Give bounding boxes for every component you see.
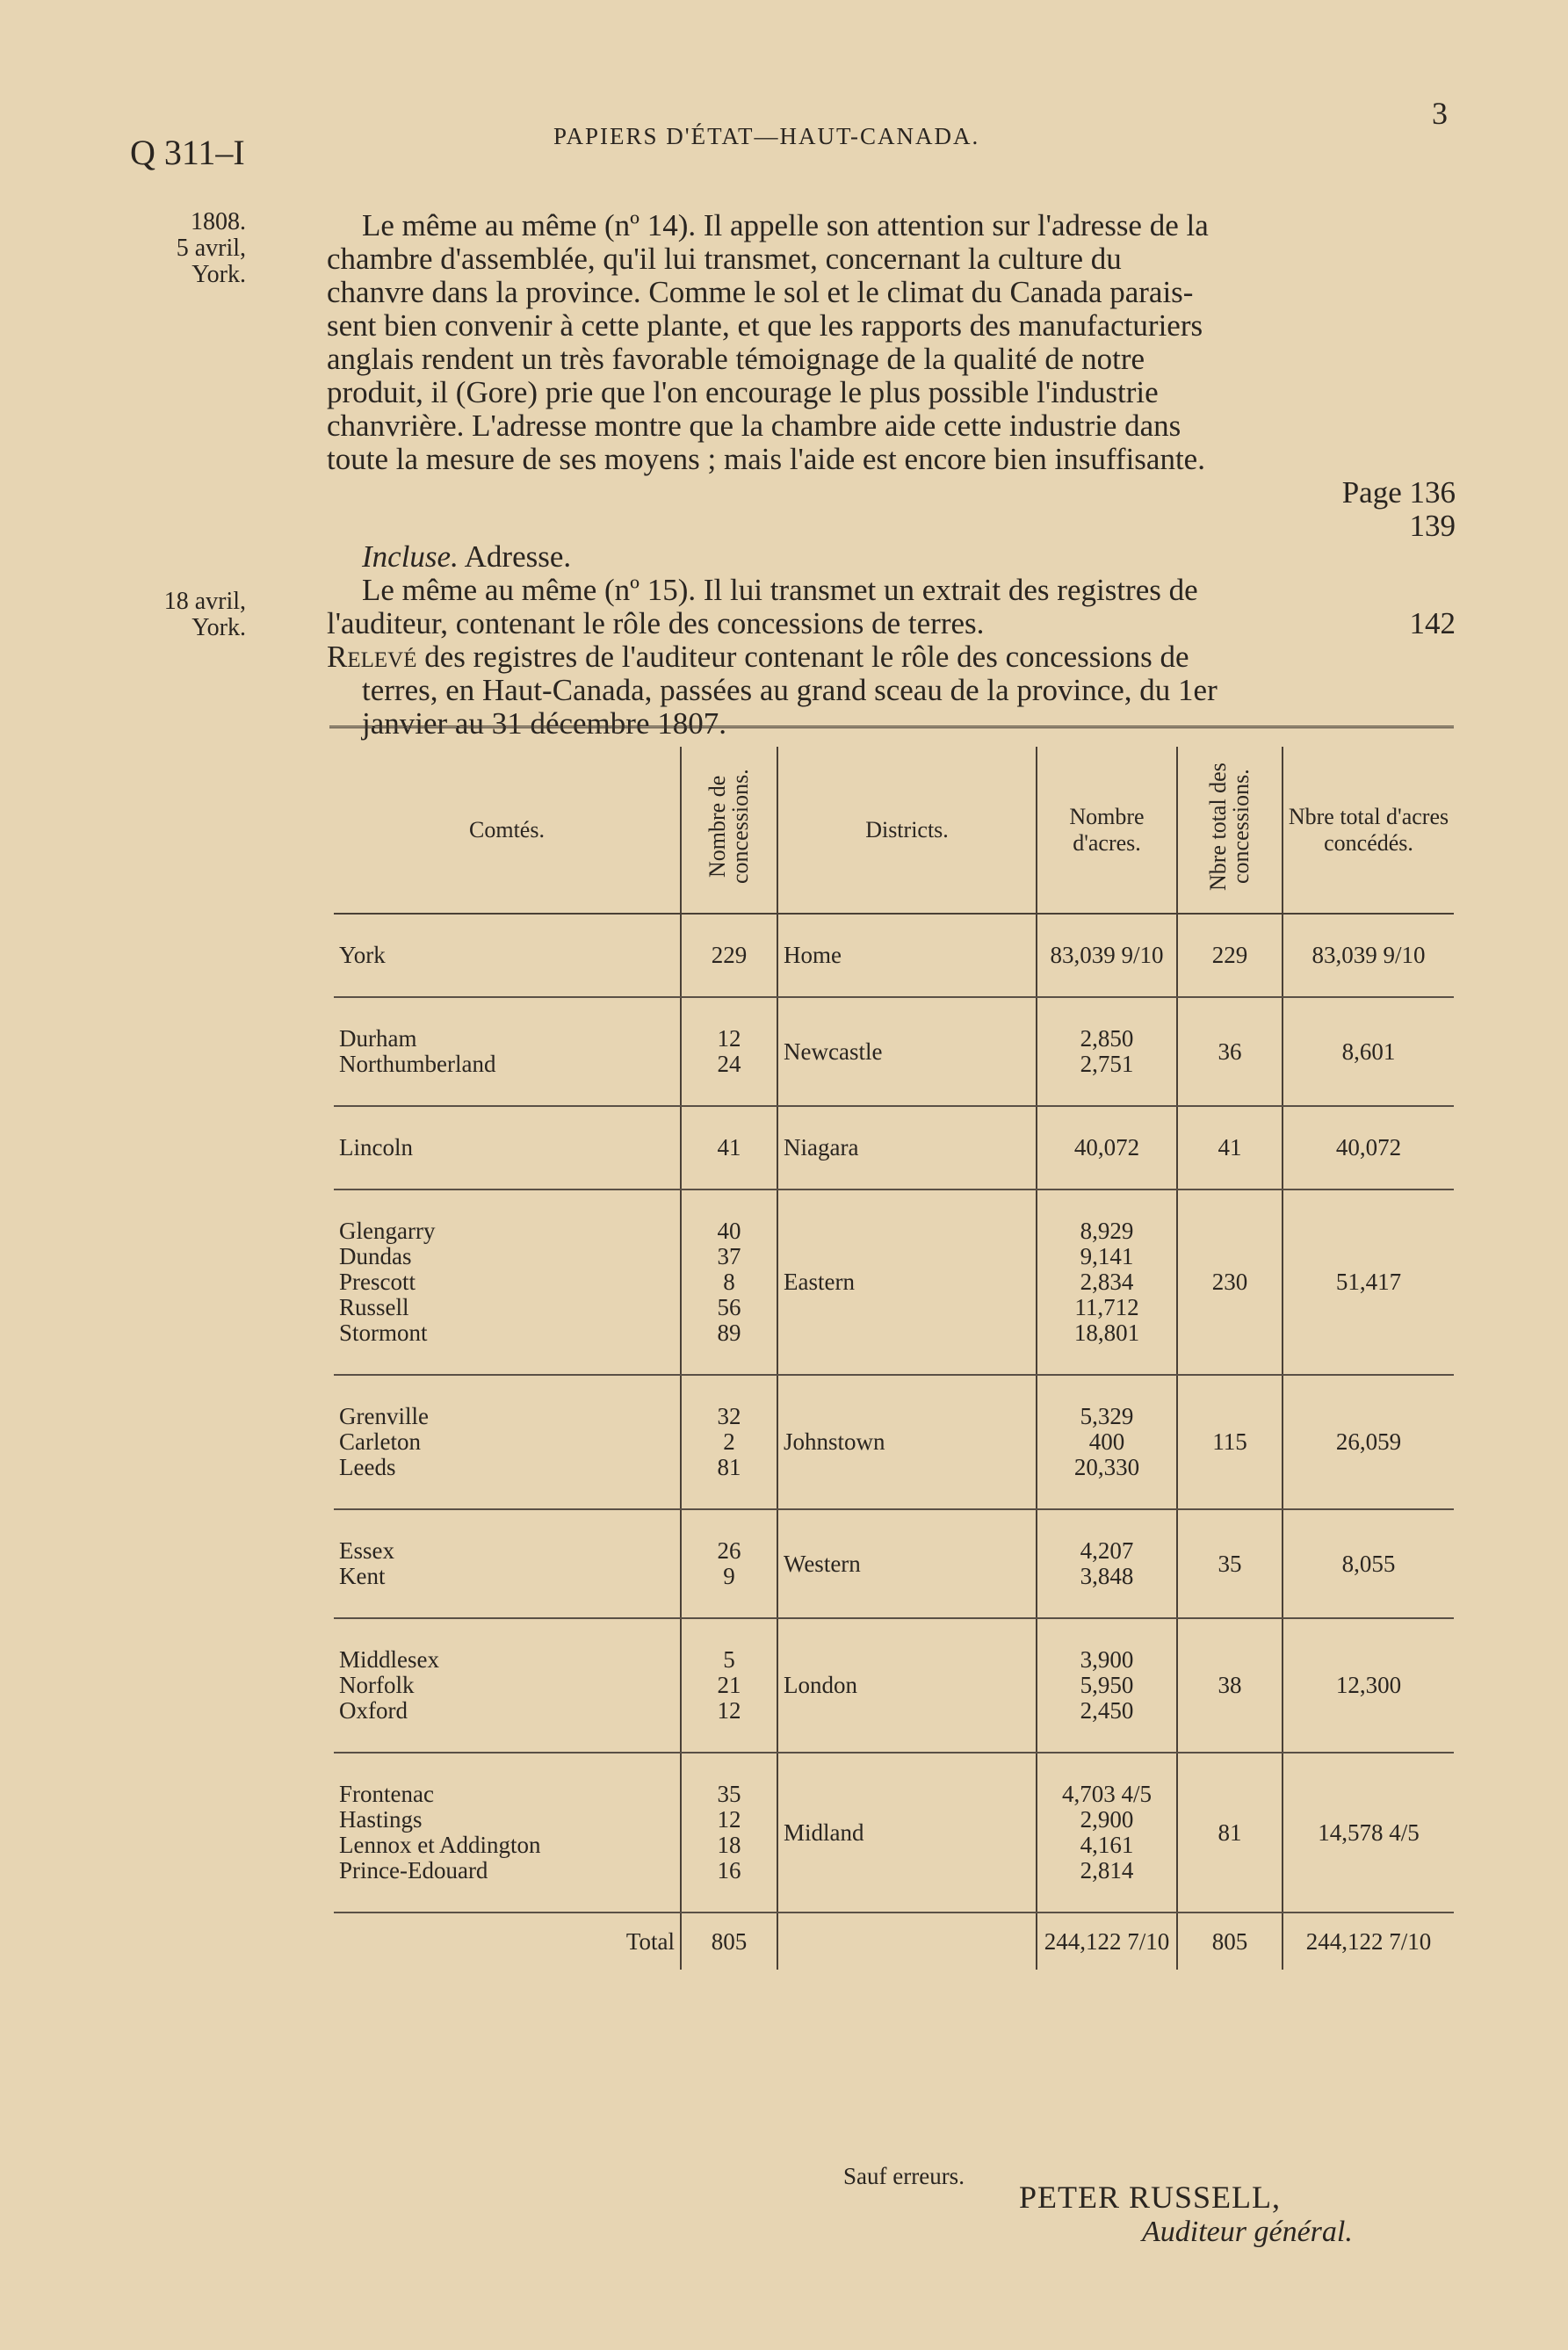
grant-count: 18 [717,1832,741,1858]
releve-line [327,640,1456,674]
total-acres-cell [1283,914,1454,997]
acre-count-list [1043,1404,1171,1480]
county-name: Grenville [339,1403,429,1429]
acre-count: 4,161 [1080,1832,1134,1858]
acres-cell [1037,914,1177,997]
acre-count: 4,703 4/5 [1061,1781,1152,1807]
entry1-line: produit, il (Gore) prie que l'on encourage le plus possible l'industrie [327,375,1159,409]
grants-cell [681,1618,777,1753]
entry1-line: chanvre dans la province. Comme le sol et le climat du Canada parais- [327,275,1194,309]
header-nombre-concessions-text: Nombre de concessions. [705,769,753,885]
county-name: Carleton [339,1428,421,1455]
releve-line: janvier au 31 décembre 1807. [362,706,726,741]
total-grants-value: 38 [1218,1672,1242,1698]
district-name: Johnstown [784,1428,885,1455]
header-total-concessions-text: Nbre total des concessions. [1205,763,1254,891]
signer-name: PETER RUSSELL, [1019,2180,1282,2215]
grant-count: 12 [717,1025,741,1052]
district-name: Eastern [784,1269,855,1295]
incluse-label: Incluse. [362,539,459,574]
releve-line: terres, en Haut-Canada, passées au grand sceau de la province, du 1er [362,673,1218,707]
margin-place: York. [191,614,246,641]
acre-count: 3,900 [1080,1646,1134,1673]
total-acres-cell [1283,1106,1454,1189]
district-cell [777,1106,1037,1189]
entry1-line: chanvrière. L'adresse montre que la chambre aide cette industrie dans [327,409,1181,443]
total-acres-cell [1283,1189,1454,1375]
total-acres-cell [1283,1375,1454,1509]
county-name: Russell [339,1294,409,1320]
district-name: London [784,1672,857,1698]
entry2-line: Le même au même (nº 15). Il lui transmet un extrait des registres de [362,573,1198,607]
total-grants-value: 35 [1218,1550,1242,1577]
county-name: Oxford [339,1697,408,1724]
county-name: Prescott [339,1269,415,1295]
acre-count: 2,814 [1080,1857,1134,1884]
grant-count-list [687,1647,771,1724]
county-name-list [339,1135,675,1161]
total-row [334,1913,1454,1970]
acre-count-list [1043,1782,1171,1884]
sauf-erreurs: Sauf erreurs. [843,2163,965,2189]
total-district-blank [777,1913,1037,1970]
releve-text: des registres de l'auditeur contenant le rôle des concessions de [424,640,1189,674]
county-name: Prince-Edouard [339,1857,488,1884]
county-name-list [339,1026,675,1077]
grant-count: 26 [717,1537,741,1564]
grant-count: 37 [717,1243,741,1269]
grants-cell [681,1509,777,1618]
district-name: Home [784,942,842,968]
table-row [334,1106,1454,1189]
grant-count: 56 [717,1294,741,1320]
county-name: Hastings [339,1806,423,1833]
county-name: Dundas [339,1243,412,1269]
page-number: 3 [1432,96,1448,131]
grant-count-list [687,1782,771,1884]
district-cell [777,1509,1037,1618]
grant-count-list [687,1218,771,1346]
total-acres-value: 8,601 [1341,1038,1396,1065]
acres-cell [1037,1753,1177,1913]
acres-cell [1037,1509,1177,1618]
grand-total-acres: 244,122 7/10 [1283,1913,1454,1970]
county-name: York [339,942,386,968]
acre-count: 9,141 [1080,1243,1134,1269]
header-districts: Districts. [777,747,1037,914]
signer-title: Auditeur général. [1142,2216,1353,2248]
total-grants-cell [1177,1375,1283,1509]
page-reference: 142 [1409,606,1456,640]
page-reference-2: 139 [1409,509,1456,543]
acre-count: 20,330 [1073,1454,1140,1480]
acre-count: 3,848 [1080,1563,1134,1589]
grant-count-list [687,1135,771,1161]
total-grants-value: 230 [1211,1269,1248,1295]
table-header-row [334,747,1454,914]
grant-count-list [687,1404,771,1480]
county-name: Lennox et Addington [339,1832,541,1858]
table-row [334,1375,1454,1509]
total-grants: 805 [681,1913,777,1970]
table-row [334,1509,1454,1618]
header-total-concessions [1177,747,1283,914]
total-grants-cell [1177,1753,1283,1913]
total-acres-value: 8,055 [1341,1550,1396,1577]
county-name: Norfolk [339,1672,415,1698]
counties-cell [334,997,681,1106]
releve-label: Relevé [327,640,417,674]
county-name-list [339,1218,675,1346]
district-name: Midland [784,1819,864,1846]
grants-cell [681,1375,777,1509]
acres-cell [1037,1618,1177,1753]
acre-count: 2,850 [1080,1025,1134,1052]
district-cell [777,997,1037,1106]
county-name: Middlesex [339,1646,439,1673]
county-name: Glengarry [339,1218,436,1244]
margin-date: 18 avril, [163,588,246,615]
grant-count: 229 [711,942,748,968]
total-label: Total [625,1927,675,1955]
grants-cell [681,1106,777,1189]
total-acres-value: 40,072 [1335,1134,1402,1161]
total-acres-value: 26,059 [1335,1428,1402,1455]
table-top-rule [329,726,1454,728]
acre-count-list [1043,1026,1171,1077]
grant-count: 5 [723,1646,735,1673]
counties-cell [334,1375,681,1509]
total-acres-value: 51,417 [1335,1269,1402,1295]
total-acres-cell [1283,1753,1454,1913]
grants-cell [681,914,777,997]
grant-count: 9 [723,1563,735,1589]
entry1-date-note [132,209,246,288]
acre-count-list [1043,1538,1171,1589]
acre-count: 5,950 [1080,1672,1134,1698]
header-nombre-concessions [681,747,777,914]
header-nombre-acres: Nombre d'acres. [1037,747,1177,914]
acre-count: 2,834 [1080,1269,1134,1295]
grant-count: 21 [717,1672,741,1698]
county-name: Leeds [339,1454,396,1480]
acre-count-list [1043,1218,1171,1346]
total-grants-cell [1177,1106,1283,1189]
acre-count-list [1043,1135,1171,1161]
acre-count: 83,039 9/10 [1050,942,1164,968]
acre-count-list [1043,1647,1171,1724]
acre-count: 2,751 [1080,1051,1134,1077]
acre-count-list [1043,943,1171,968]
total-grants-cell [1177,1618,1283,1753]
grant-count-list [687,1026,771,1077]
county-name: Essex [339,1537,394,1564]
grant-count: 89 [717,1320,741,1346]
county-name-list [339,1782,675,1884]
entry1-paragraph [327,209,1456,543]
grant-count: 40 [717,1218,741,1244]
grant-count: 12 [717,1697,741,1724]
grant-count-list [687,1538,771,1589]
grants-cell [681,997,777,1106]
incluse-text: Adresse. [464,539,572,574]
district-cell [777,1375,1037,1509]
counties-cell [334,914,681,997]
margin-date: 5 avril, [176,235,246,262]
county-name: Frontenac [339,1781,434,1807]
county-name-list [339,1404,675,1480]
document-reference: Q 311–I [130,133,245,172]
entry2-line-with-ref [327,607,1456,640]
grant-count: 2 [723,1428,735,1455]
total-grants-cell [1177,914,1283,997]
acre-count: 40,072 [1073,1134,1140,1161]
table-row [334,997,1454,1106]
entry1-line: toute la mesure de ses moyens ; mais l'aide est encore bien insuffisante. [327,442,1205,476]
table-row [334,1753,1454,1913]
total-acres-value: 12,300 [1335,1672,1402,1698]
counties-cell [334,1189,681,1375]
counties-cell [334,1618,681,1753]
district-cell [777,1753,1037,1913]
entry1-line: sent bien convenir à cette plante, et que les rapports des manufacturiers [327,308,1203,343]
total-acres-cell [1283,997,1454,1106]
grants-cell [681,1189,777,1375]
entry2-paragraph [327,540,1456,741]
grant-count: 32 [717,1403,741,1429]
acres-cell [1037,1189,1177,1375]
county-name-list [339,1647,675,1724]
county-name-list [339,1538,675,1589]
incluse-line [327,540,1456,574]
total-grants-cell [1177,997,1283,1106]
county-name: Kent [339,1563,386,1589]
grant-count: 24 [717,1051,741,1077]
entry2-line: l'auditeur, contenant le rôle des concessions de terres. [327,606,985,640]
counties-cell [334,1509,681,1618]
county-name-list [339,943,675,968]
page-reference: Page 136 [1341,475,1456,510]
county-name: Stormont [339,1320,428,1346]
counties-cell [334,1106,681,1189]
total-grants-cell [1177,1189,1283,1375]
county-name: Durham [339,1025,417,1052]
entry2-date-note [132,589,246,641]
district-name: Newcastle [784,1038,883,1065]
district-cell [777,1189,1037,1375]
acre-count: 11,712 [1074,1294,1139,1320]
acre-count: 2,450 [1080,1697,1134,1724]
acre-count: 2,900 [1080,1806,1134,1833]
table-row [334,1189,1454,1375]
entry1-line: Le même au même (nº 14). Il appelle son attention sur l'adresse de la [362,208,1209,242]
entry1-line: chambre d'assemblée, qu'il lui transmet, concernant la culture du [327,242,1122,276]
district-name: Niagara [784,1134,859,1161]
grant-count: 35 [717,1781,741,1807]
total-grants-value: 41 [1218,1134,1242,1161]
district-cell [777,914,1037,997]
total-grants-value: 81 [1218,1819,1242,1846]
acres-cell [1037,1375,1177,1509]
grant-count: 16 [717,1857,741,1884]
acre-count: 400 [1088,1428,1125,1455]
grant-count: 41 [717,1134,741,1161]
total-grants-cell [1177,1509,1283,1618]
grant-count: 8 [723,1269,735,1295]
acres-cell [1037,997,1177,1106]
total-acres: 244,122 7/10 [1037,1913,1177,1970]
grand-total-grants: 805 [1177,1913,1283,1970]
acre-count: 18,801 [1073,1320,1140,1346]
total-acres-cell [1283,1618,1454,1753]
entry1-line: anglais rendent un très favorable témoignage de la qualité de notre [327,342,1145,376]
total-grants-value: 36 [1218,1038,1242,1065]
acre-count: 4,207 [1080,1537,1134,1564]
total-acres-value: 14,578 4/5 [1318,1819,1420,1846]
margin-place: York. [191,261,246,288]
grants-cell [681,1753,777,1913]
acre-count: 5,329 [1080,1403,1134,1429]
grant-count-list [687,943,771,968]
total-acres-value: 83,039 9/10 [1311,942,1426,968]
acre-count: 8,929 [1080,1218,1134,1244]
table-row [334,914,1454,997]
acres-cell [1037,1106,1177,1189]
district-cell [777,1618,1037,1753]
header-total-acres: Nbre total d'acres concédés. [1283,747,1454,914]
county-name: Lincoln [339,1134,413,1161]
table-row [334,1618,1454,1753]
county-name: Northumberland [339,1051,496,1077]
total-grants-value: 229 [1211,942,1248,968]
total-grants-value: 115 [1212,1428,1247,1455]
land-grants-table [334,747,1454,1970]
page-header-title: PAPIERS D'ÉTAT—HAUT-CANADA. [553,123,980,149]
district-name: Western [784,1550,861,1577]
margin-year: 1808. [191,208,246,235]
header-comtes: Comtés. [334,747,681,914]
total-acres-cell [1283,1509,1454,1618]
counties-cell [334,1753,681,1913]
grant-count: 81 [717,1454,741,1480]
grant-count: 12 [717,1806,741,1833]
